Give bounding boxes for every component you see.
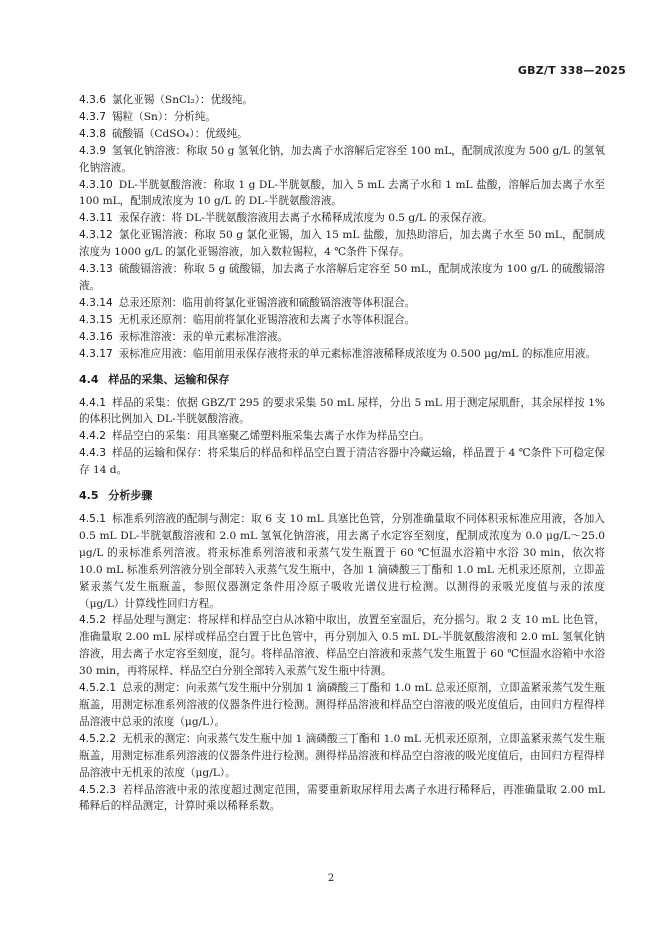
- document-code-header: GBZ/T 338—2025: [517, 64, 626, 77]
- clause-paragraph: [79, 126, 605, 143]
- clause-number: 4.3.8: [79, 127, 106, 140]
- clause-number: 4.3.15: [79, 313, 113, 326]
- clause-paragraph: [79, 312, 605, 329]
- clause-text: 标准系列溶液的配制与测定：取 6 支 10 mL 具塞比色管，分别准确量取不同体积汞标准应用液，各加入 0.5 mL DL-半胱氨酸溶液和 2.0 mL 氢氧化钠溶液，用去离子水定容至刻度，配制成浓度为 0.0 μg/L～25.0 μg/L 的汞标准系列溶液。将汞标准系列溶液和汞蒸气发生瓶置于 60 ℃恒温水浴箱中水浴 30 min，依次将 10.0 mL 标准系列溶液分别全部转入汞蒸气发生瓶中，各加 1 滴磷酸三丁酯和 1.0 mL 无机汞还原剂，立即盖紧汞蒸气发生瓶瓶盖，参照仪器测定条件用冷原子吸收光谱仪进行检测。以测得的汞吸光度值与汞的浓度（μg/L）计算线性回归方程。: [79, 513, 605, 610]
- section-heading-4-5: [79, 489, 605, 503]
- clause-paragraph: [79, 782, 605, 816]
- clause-number: 4.3.7: [79, 110, 106, 123]
- clause-number: 4.3.12: [79, 229, 113, 242]
- clause-text: 若样品溶液中汞的浓度超过测定范围，需要重新取尿样用去离子水进行稀释后，再准确量取 2.00 mL 稀释后的样品测定，计算时乘以稀释系数。: [79, 783, 605, 813]
- clause-number: 4.5.2.2: [79, 732, 117, 745]
- clause-number: 4.3.11: [79, 212, 113, 225]
- section-number: 4.4: [79, 372, 99, 386]
- clause-paragraph: [79, 210, 605, 227]
- clause-number: 4.3.9: [79, 144, 106, 157]
- procedure-list: [79, 511, 605, 815]
- clause-paragraph: [79, 395, 605, 429]
- clause-text: 氢氧化钠溶液：称取 50 g 氢氧化钠，加去离子水溶解后定容至 100 mL，配制成浓度为 500 g/L 的氢氧化钠溶液。: [79, 144, 605, 174]
- clause-paragraph: [79, 731, 605, 782]
- reagent-list: [79, 92, 605, 363]
- clause-text: 总汞还原剂：临用前将氯化亚锡溶液和硫酸镉溶液等体积混合。: [118, 296, 416, 309]
- clause-number: 4.3.14: [79, 296, 113, 309]
- clause-paragraph: [79, 329, 605, 346]
- clause-paragraph: [79, 143, 605, 177]
- page-number: 2: [327, 873, 335, 884]
- clause-text: 汞标准溶液：汞的单元素标准溶液。: [118, 330, 289, 343]
- clause-text: 样品处理与测定：将尿样和样品空白从冰箱中取出，放置至室温后，充分摇匀。取 2 支 10 mL 比色管，准确量取 2.00 mL 尿样或样品空白置于比色管中，再分别加入 0.5 mL DL-半胱氨酸溶液和 2.0 mL 氢氧化钠溶液，用去离子水定容至刻度，混匀。将样品溶液、样品空白溶液和汞蒸气发生瓶置于 60 ℃恒温水浴箱中水浴 30 min，再将尿样、样品空白分别全部转入汞蒸气发生瓶中待测。: [79, 614, 605, 678]
- clause-number: 4.3.16: [79, 330, 113, 343]
- clause-text: 氯化亚锡溶液：称取 50 g 氯化亚锡，加入 15 mL 盐酸，加热助溶后，加去离子水至 50 mL，配制成浓度为 1000 g/L 的氯化亚锡溶液，加入数粒锡粒，4 ℃条件下保存。: [79, 229, 605, 259]
- clause-text: 样品的采集：依据 GBZ/T 295 的要求采集 50 mL 尿样，分出 5 mL 用于测定尿肌酐，其余尿样按 1% 的体积比例加入 DL-半胱氨酸溶液。: [79, 396, 605, 426]
- clause-text: 汞标准应用液：临用前用汞保存液将汞的单元素标准溶液稀释成浓度为 0.500 μg/mL 的标准应用液。: [118, 347, 597, 360]
- clause-text: 无机汞还原剂：临用前将氯化亚锡溶液和去离子水等体积混合。: [118, 313, 416, 326]
- clause-paragraph: [79, 261, 605, 295]
- clause-text: 总汞的测定：向汞蒸气发生瓶中分别加 1 滴磷酸三丁酯和 1.0 mL 总汞还原剂，立即盖紧汞蒸气发生瓶瓶盖，用测定标准系列溶液的仪器条件进行检测。测得样品溶液和样品空白溶液的吸光度值后，由回归方程得样品溶液中总汞的浓度（μg/L）。: [79, 682, 605, 728]
- clause-number: 4.4.2: [79, 430, 106, 443]
- clause-paragraph: [79, 109, 605, 126]
- clause-number: 4.5.2: [79, 614, 106, 627]
- clause-number: 4.3.17: [79, 347, 113, 360]
- clause-text: 锡粒（Sn）：分析纯。: [111, 110, 217, 123]
- section-title: 分析步骤: [108, 489, 153, 503]
- clause-text: 无机汞的测定：向汞蒸气发生瓶中加 1 滴磷酸三丁酯和 1.0 mL 无机汞还原剂，立即盖紧汞蒸气发生瓶瓶盖，用测定标准系列溶液的仪器条件进行检测。测得样品溶液和样品空白溶液的吸光度值后，由回归方程得样品溶液中无机汞的浓度（μg/L）。: [79, 732, 605, 779]
- clause-paragraph: [79, 346, 605, 363]
- clause-number: 4.5.2.1: [79, 682, 117, 695]
- clause-number: 4.3.10: [79, 178, 113, 191]
- section-number: 4.5: [79, 489, 99, 503]
- clause-text: 样品的运输和保存：将采集后的样品和样品空白置于清洁容器中冷藏运输，样品置于 4 ℃条件下可稳定保存 14 d。: [79, 447, 605, 477]
- clause-paragraph: [79, 428, 605, 445]
- section-title: 样品的采集、运输和保存: [108, 372, 230, 386]
- clause-number: 4.5.2.3: [79, 783, 117, 796]
- clause-text: 样品空白的采集：用具塞聚乙烯塑料瓶采集去离子水作为样品空白。: [111, 430, 430, 443]
- clause-paragraph: [79, 680, 605, 731]
- clause-number: 4.4.3: [79, 447, 106, 460]
- clause-text: 氯化亚锡（SnCl₂）：优级纯。: [111, 94, 254, 106]
- sampling-list: [79, 395, 605, 480]
- clause-number: 4.4.1: [79, 396, 106, 409]
- clause-text: 汞保存液：将 DL-半胱氨酸溶液用去离子水稀释成浓度为 0.5 g/L 的汞保存液。: [118, 212, 493, 225]
- section-heading-4-4: [79, 373, 605, 387]
- clause-paragraph: [79, 92, 605, 109]
- clause-paragraph: [79, 445, 605, 479]
- clause-text: DL-半胱氨酸溶液：称取 1 g DL-半胱氨酸，加入 5 mL 去离子水和 1 mL 盐酸，溶解后加去离子水至 100 mL，配制成浓度为 10 g/L 的 DL-半胱氨酸溶液。: [79, 178, 605, 208]
- clause-number: 4.3.13: [79, 263, 113, 276]
- clause-paragraph: [79, 227, 605, 261]
- clause-paragraph: [79, 177, 605, 211]
- page-body: [79, 92, 605, 815]
- clause-paragraph: [79, 612, 605, 680]
- clause-number: 4.5.1: [79, 513, 106, 526]
- clause-paragraph: [79, 511, 605, 612]
- clause-paragraph: [79, 295, 605, 312]
- clause-number: 4.3.6: [79, 94, 106, 106]
- clause-text: 硫酸镉溶液：称取 5 g 硫酸镉，加去离子水溶解后定容至 50 mL，配制成浓度为 100 g/L 的硫酸镉溶液。: [79, 263, 605, 292]
- clause-text: 硫酸镉（CdSO₄）：优级纯。: [111, 127, 248, 140]
